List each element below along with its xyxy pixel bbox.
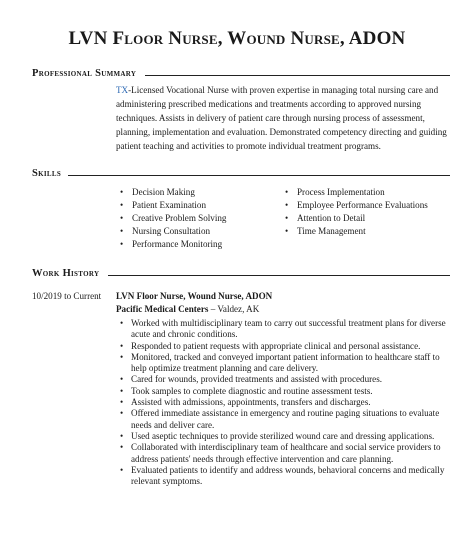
skill-item: • Process Implementation — [285, 186, 428, 199]
duty-item: • Cared for wounds, provided treatments and assisted with procedures. — [116, 374, 450, 385]
skill-item: • Patient Examination — [120, 199, 226, 212]
skills-divider — [68, 175, 450, 176]
employer-location: – Valdez, AK — [208, 304, 260, 314]
skill-item: • Employee Performance Evaluations — [285, 199, 428, 212]
duty-item: • Used aseptic techniques to provide sterilized wound care and dressing applications. — [116, 431, 450, 442]
summary-body: -Licensed Vocational Nurse with proven expertise in managing total nursing care and administering prescribed medications and treatments according to approved nursing techniques. Assists in delivery of patient care through nursing process of assessment, planning, implementation and evaluation. Demonstrated competency directing and guiding patient teaching and activities to promote individual treatment programs. — [116, 85, 447, 152]
duty-item: • Took samples to complete diagnostic and routine assessment tests. — [116, 386, 450, 397]
duty-item: • Responded to patient requests with appropriate clinical and personal assistance. — [116, 341, 450, 352]
skills-list-right — [285, 186, 428, 238]
resume-name: LVN Floor Nurse, Wound Nurse, ADON — [68, 28, 406, 49]
duty-item: • Evaluated patients to identify and address wounds, behavioral concerns and medically relevant symptoms. — [116, 465, 450, 488]
duty-item: • Assisted with admissions, appointments, transfers and discharges. — [116, 397, 450, 408]
skill-item: • Decision Making — [120, 186, 226, 199]
summary-text — [116, 83, 450, 153]
skill-item: • Performance Monitoring — [120, 238, 226, 251]
job-employer — [116, 304, 259, 314]
summary-heading: Professional Summary — [32, 68, 137, 79]
summary-highlight: TX — [116, 85, 129, 95]
duty-item: • Worked with multidisciplinary team to carry out successful treatment plans for diverse acute and chronic conditions. — [116, 318, 450, 341]
skill-item: • Creative Problem Solving — [120, 212, 226, 225]
skill-item: • Time Management — [285, 225, 428, 238]
skill-item: • Nursing Consultation — [120, 225, 226, 238]
summary-divider — [145, 75, 450, 76]
work-history-heading: Work History — [32, 268, 100, 279]
duty-item: • Offered immediate assistance in emergency and routine paging situations to evaluate needs and deliver care. — [116, 408, 450, 431]
job-duties — [116, 318, 450, 487]
skills-heading: Skills — [32, 168, 62, 179]
job-dates: 10/2019 to Current — [32, 291, 102, 301]
employer-name: Pacific Medical Centers — [116, 304, 209, 314]
skill-item: • Attention to Detail — [285, 212, 428, 225]
skills-list-left — [120, 186, 226, 251]
duty-item: • Collaborated with interdisciplinary team of healthcare and social service providers to address patients' needs through effective intervention and care planning. — [116, 442, 450, 465]
duty-item: • Monitored, tracked and conveyed important patient information to healthcare staff to help optimize treatment planning and care delivery. — [116, 352, 450, 375]
work-history-divider — [108, 275, 450, 276]
job-title: LVN Floor Nurse, Wound Nurse, ADON — [116, 291, 273, 301]
